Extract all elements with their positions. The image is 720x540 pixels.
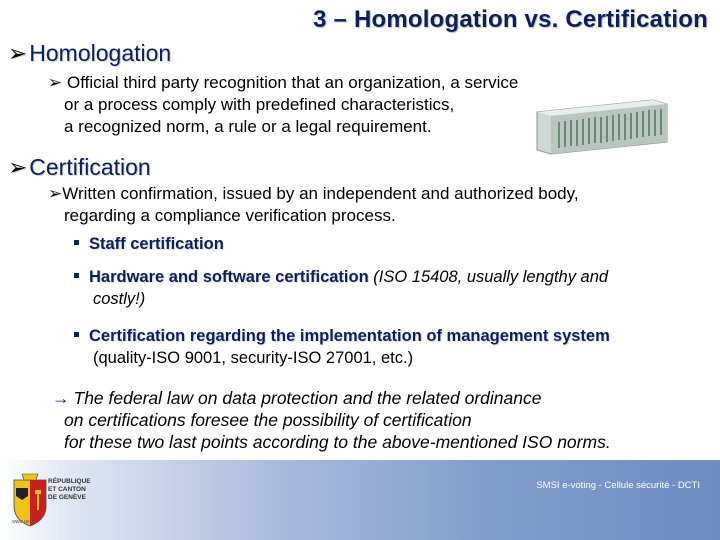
item-detail: (ISO 15408, usually lengthy and bbox=[373, 268, 609, 286]
slide-title: 3 – Homologation vs. Certification bbox=[313, 6, 708, 33]
homologation-heading-row bbox=[8, 40, 171, 67]
square-bullet-icon bbox=[74, 332, 79, 337]
certification-line-1: Written confirmation, issued by an independent and authorized body, bbox=[62, 184, 579, 203]
arrow-bullet-icon: ➢ bbox=[48, 184, 63, 203]
square-bullet-icon bbox=[74, 273, 79, 278]
item-title: Hardware and software certification bbox=[89, 268, 369, 286]
note-line-1: The federal law on data protection and the related ordinance bbox=[73, 388, 542, 408]
certification-heading-row bbox=[8, 154, 151, 181]
homologation-line-2: or a process comply with predefined characteristics, bbox=[64, 95, 455, 114]
logo-url: www.ge.ch bbox=[12, 519, 37, 525]
item-detail: (quality-ISO 9001, security-ISO 27001, etc.) bbox=[93, 349, 414, 367]
note-line-2: on certifications foresee the possibility of certification bbox=[64, 410, 472, 430]
certification-item-staff bbox=[74, 233, 224, 255]
item-title: Certification regarding the implementation of management system bbox=[89, 327, 610, 345]
footer-text: SMSI e-voting - Cellule sécurité - DCTI bbox=[536, 480, 700, 491]
note-line-3: for these two last points according to the above-mentioned ISO norms. bbox=[64, 432, 611, 452]
hardware-device-image bbox=[533, 98, 669, 156]
certification-item-hardware-software bbox=[74, 266, 608, 310]
certification-line-2: regarding a compliance verification process. bbox=[64, 206, 396, 225]
logo-line-2: ET CANTON bbox=[48, 486, 86, 493]
arrow-bullet-icon: ➢ bbox=[48, 73, 67, 92]
item-detail-continued: costly!) bbox=[93, 290, 146, 308]
item-title: Staff certification bbox=[89, 235, 224, 253]
footer-band bbox=[0, 460, 720, 540]
arrow-bullet-icon: ➢ bbox=[8, 154, 28, 180]
logo-line-1: RÉPUBLIQUE bbox=[48, 478, 91, 485]
square-bullet-icon bbox=[74, 240, 79, 245]
right-arrow-icon: → bbox=[52, 388, 70, 408]
logo-wordmark bbox=[48, 478, 91, 502]
legal-note bbox=[52, 387, 611, 453]
logo-line-3: DE GENÈVE bbox=[48, 494, 86, 501]
homologation-line-3: a recognized norm, a rule or a legal requirement. bbox=[64, 117, 432, 136]
arrow-bullet-icon: ➢ bbox=[8, 40, 28, 66]
homologation-definition bbox=[48, 72, 518, 138]
certification-item-management-system bbox=[74, 325, 610, 369]
homologation-line-1: Official third party recognition that an organization, a service bbox=[66, 73, 519, 92]
homologation-heading: Homologation bbox=[29, 40, 172, 66]
certification-heading: Certification bbox=[29, 154, 151, 180]
certification-definition bbox=[48, 183, 579, 227]
